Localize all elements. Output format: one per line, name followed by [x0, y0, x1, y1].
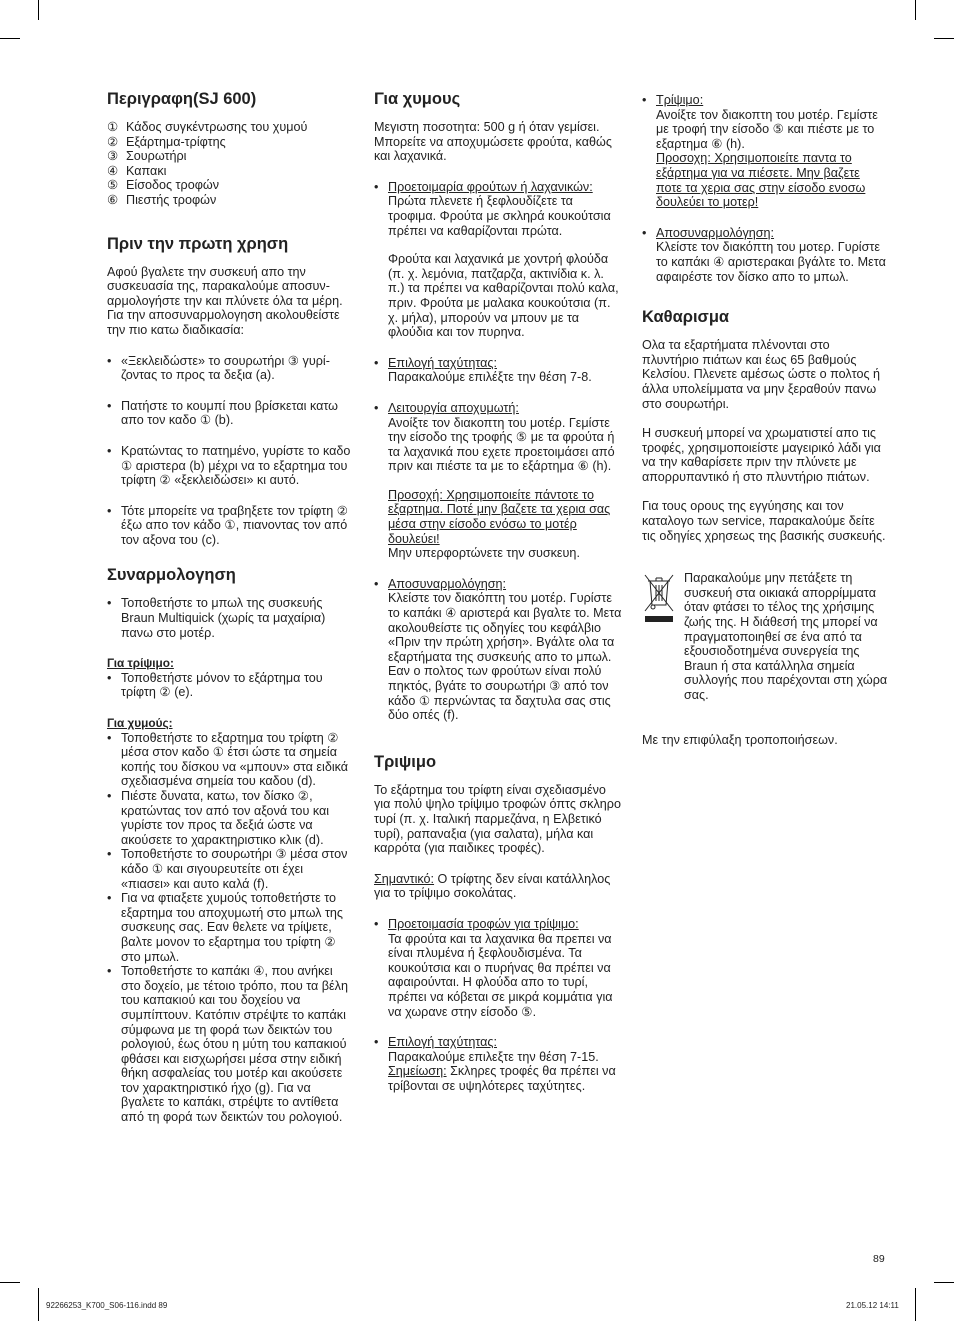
bullet-item: • Κρατώντας το πατημένο, γυρίστε το καδο ① αριστερα (b) μέχρι να το εξαρτημα του τρίφτη ② «ξεκλειδώσει» κι αυτό. [107, 443, 351, 488]
heading-first-use: Πριν την πρωτη χρηση [107, 234, 289, 253]
list-item: ① Κάδος συγκέντρωσης του χυμού [107, 120, 308, 134]
crop-mark [915, 0, 916, 20]
label-grating: Τρίψιμο: [656, 93, 704, 107]
bullet-item: • Τοποθετήστε το μπωλ της συσκευής Braun Multiquick (χωρίς τα μαχαίρια) πανω στο μοτέρ. [107, 596, 326, 640]
label-preparation: Προετοιμαρία φρούτων ή λαχανικών: [388, 179, 593, 194]
crop-mark [0, 1282, 20, 1283]
paragraph: Μπορείτε να αποχυμώσετε φρούτα, καθώς και λαχανικά. [374, 134, 612, 164]
reservation-note: Με την επιφύλαξη τροποποιήσεων. [642, 732, 838, 747]
parts-list [107, 120, 353, 208]
label-disassembly: Αποσυναρμολόγηση: [388, 576, 507, 591]
bullet-item: • Αποσυναρμολόγηση: Κλείστε τον διακόπτη του μοτερ. Γυρίστε το καπάκι ④ αριστερακαι βγάλτε το. Μετα αφαιρέστε τον δίσκο απο το μπωλ. [642, 225, 886, 284]
page-number: 89 [873, 1253, 885, 1265]
bullet-item: • Τοποθετήστε μόνον το εξάρτημα του τρίφτη ② (e). [107, 670, 323, 700]
crop-mark [0, 38, 20, 39]
paragraph: Για τους ορους της εγγύησης και τον καταλογο των service, παρακαλούμε δείτε τις οδηγίες χρησεως της βασικής συσκευής. [642, 499, 886, 543]
bullet-item: • Προετοιμασία τροφών για τρίψιμο: Τα φρούτα και τα λαχανικα θα πρεπει να είναι πλυμένα ή ξεφλουδισμένα. Τα κουκούτσια και ο πυρήνας θα πρέπει να αφαιρούνται. Η φλούδα απο το τυρί, πρέπει να κόβεται σε μικρά κομμάτια για να χωρανε στην είσοδο ⑤. [374, 916, 613, 1019]
bullet-item: • Για να φτιαξετε χυμούς τοποθετήστε το εξαρτημα του αποχυμωτή στο μπωλ της συσκευης σας. Εαν θελετε να τρίψετε, βαλτε μονον το εξαρτημα του τρίφτη ② στο μπωλ. [107, 891, 344, 964]
subheading-juicing: Για χυμούς: [107, 716, 173, 731]
column-right [642, 93, 888, 747]
bullet-item: • Επιλογή ταχύτητας: Παρακαλούμε επιλέξτε την θέση 7-8. [374, 355, 592, 385]
important-note: Σημαντικό: Ο τρίφτης δεν είναι κατάλληλος για το τρίψιμο σοκολάτας. [374, 871, 611, 901]
label-grate-speed: Επιλογή ταχύτητας: [388, 1035, 497, 1050]
crossed-out-wheelie-bin-icon [642, 571, 684, 702]
footer-file-info: 92266253_K700_S06-116.indd 89 [46, 1301, 168, 1310]
list-item: ⑥ Πιεστής τροφών [107, 192, 217, 207]
label-speed: Επιλογή ταχύτητας: [388, 355, 497, 370]
label-operation: Λειτουργία αποχυμωτή: [388, 400, 519, 415]
column-middle [374, 88, 622, 1093]
warning-paragraph: Προσοχή: Χρησιμοποιείτε πάντοτε το εξαρτημα. Ποτέ μην βαζετε τα χερια σας μέσα στην είσοδο ενόσω το μοτέρ δουλεύει! Μην υπερφορτώνετε την συσκευη. [388, 487, 611, 561]
crop-mark [934, 38, 954, 39]
bullet-item: • Λειτουργία αποχυμωτή: Ανοίξτε τον διακοπτη του μοτέρ. Γεμίστε την είσοδο της τροφής ⑤ με τα φρούτα ή τα λαχανικά που εχετε προετοιμάσει από πριν και πιέστε τα με το εξάρτημα ⑥ (h). [374, 400, 615, 474]
paragraph: Αφού βγαλετε την συσκευή απο την συσκευασία της, παρακαλούμε αποσυναρμολογήστε την και πλύνετε όλα τα μέρη. Για την αποσυναρμολογηση ακολουθείστε την πιο κατω διαδικασία: [107, 264, 343, 337]
bullet-item: • Τότε μπορείτε να τραβηξετε τον τρίφτη ② έξω απο τον κάδο ①, πιανοντας τον από τον αξονα του (c). [107, 503, 349, 547]
bullet-item: • «Ξεκλειδώστε» το σουρωτήρι ③ γυρίζοντας το προς τα δεξια (a). [107, 353, 330, 383]
crop-mark [915, 1288, 916, 1321]
bullet-item: • Τοποθετήστε το καπάκι ④, που ανήκει στο δοχείο, με τέτοιο τρόπο, που τα βέλη του καπακιού και του δοχείου να συμπίπτουν. Κατόπιν στρέψτε το καπάκι σύμφωνα με τη φορά των δεικτών του ρολογιού, έως ότου η μύτη του καπακιού φθάσει και εισχωρήσει μέσα στην ειδική θήκη ασφαλείας του μοτέρ και ακούσετε τον χαρακτηριστικό ήχο (g). Για να βγαλετε το καπάκι, στρέψτε το αντίθετα από τη φορά των δεικτών του ρολογιού. [107, 964, 348, 1125]
crop-mark [934, 1282, 954, 1283]
paragraph: Ολα τα εξαρτήματα πλένονται στο πλυντήριο πιάτων και έως 65 βαθμούς Κελσίου. Πλενετε αμέσως ώστε ο πολτος ή άλλα υπολείμματα να μην ξεραθούν πανω στο σουρωτήρι. [642, 338, 881, 411]
subheading-grating: Για τρίψιμο: [107, 656, 174, 671]
bullet-item: • Αποσυναρμολόγηση: Κλείστε τον διακόπτη του μοτέρ. Γυρίστε το καπάκι ④ αριστερά και βγαλτε το. Μετα ακολουθείστε τις οδηγίες του κεφάλβιο «Πριν την πρώτη χρήση». Βγάλτε ολα τα εξαρτήματα της συσκευής απο το μπωλ. Εαν ο πολτος των φρούτων είναι πολύ πηκτός, βγάτε το σουρωτήρι ③ από τον κάδο ① περνώντας τα δαχτυλα σας στις δύο οπές (f). [374, 576, 622, 723]
crop-mark [38, 1288, 39, 1321]
heading-grating: Τριψιμο [374, 752, 437, 771]
bullet-item: • Επιλογή ταχύτητας: Παρακαλούμε επιλεξτε την θέση 7-15. Σημείωση: Σκληρες τροφές θα πρέπει να τρίβονται σε υψηλότερες ταχύτητες. [374, 1035, 616, 1093]
list-item: ⑤ Είσοδος τροφών [107, 178, 219, 193]
label-grate-disassembly: Αποσυναρμολόγηση: [656, 225, 775, 240]
paragraph: Μεγιστη ποσοτητα: 500 g ή όταν γεμίσει. [374, 120, 600, 134]
list-item: ③ Σουρωτήρι [107, 149, 187, 164]
crop-mark [38, 0, 39, 20]
bullet-item: • Τοποθετήστε το εξαρτημα του τρίφτη ② μέσα στον καδο ① έτσι ώστε τα σημεία κοπής του δίσκου να «μπουν» στα ειδικά σχεδιασμένα σημεία του καδου (d). [107, 730, 349, 789]
bullet-item: • Τρίψιμο: Ανοίξτε τον διακοπτη του μοτέρ. Γεμίστε με τροφή την είσοδο ⑤ και πιέστε με το εξαρτημα ⑥ (h). Προσοχη: Χρησιμοποιείτε παντα το εξάρτημα για να πιέσετε. Μην βαζετε ποτε τα χερια σας στην είσοδο ενοσω δουλεύει το μοτερ! [642, 93, 878, 210]
bullet-item: • Πιέστε δυνατα, κατω, τον δίσκο ②, κρατώντας τον από τον αξονά του και γυρίστε τον προς τα δεξιά ώστε να ακούσετε το χαρακτηριστικο κλικ (d). [107, 789, 330, 847]
paragraph: Φρούτα και λαχανικά με χοντρή φλούδα (π. χ. λεμόνια, πατζαρζα, ακτινίδια κ. λ. π.) τα πρέπει να καθαρίζονται πολύ καλα, πριν. Φρούτα με μαλακα κουκούτσια (π. χ. μήλα), μπορούν να μπουν με τα φλούδια και τον πυρηνα. [388, 252, 619, 340]
bullet-item: • Τοποθετήστε το σουρωτήρι ③ μέσα στον κάδο ① και σιγουρευτείτε οτι έχει «πιασει» και αυτο καλά (f). [107, 847, 348, 891]
heading-description: Περιγραφη(SJ 600) [107, 90, 257, 108]
label-grate-prep: Προετοιμασία τροφών για τρίψιμο: [388, 916, 579, 931]
disposal-text: Παρακαλούμε μην πετάξετε τη συσκευή στα οικιακά απορρίμματα όταν φτάσει το τέλος της χρήσιμης ζωής της. Η διάθεσή της μπορεί να πραγματοποιηθεί σε ένα από τα εξουσιοδοτημένα συνεργεία της Braun ή στα κατάλληλα σημεία συλλογής που παρέχονται στη χώρα σας. [684, 571, 888, 702]
disposal-notice [642, 571, 888, 702]
paragraph: Η συσκευή μπορεί να χρωματιστεί απο τις τροφές, χρησιμοποιείστε μαγειρικό λάδι για να την καθαρίσετε πριν την πλύνετε με απορρυπαντικό ή στο πλυντήριο πιάτων. [642, 426, 881, 484]
bullet-item: • Προετοιμαρία φρούτων ή λαχανικών: Πρώτα πλενετε ή ξεφλουδίζετε τα τροφιμα. Φρούτα με σκληρά κουκούτσια πρέπει να καθαρίζονται πρώτα. [374, 179, 611, 238]
column-left [107, 88, 353, 1125]
footer-date: 21.05.12 14:11 [846, 1301, 899, 1310]
paragraph: Το εξάρτημα του τρίφτη είναι σχεδιασμένο για πολύ ψηλο τρίψιμο τροφών όπτς σκληρο τυρί (π. χ. Ιταλική παρμεζάνα, η Ελβετικό τυρί), ραπαναξια (για σαλατα), μήλα και καρρότα (για παιδικες τροφές). [374, 782, 621, 856]
heading-assembly: Συναρμολογηση [107, 566, 236, 585]
heading-cleaning: Καθαρισμα [642, 308, 730, 327]
bullet-item: • Πατήστε το κουμπί που βρίσκεται κατω απο τον καδο ① (b). [107, 398, 339, 428]
list-item: ② Εξάρτημα-τρίφτης [107, 134, 226, 149]
list-item: ④ Καπακι [107, 163, 167, 178]
heading-juicing: Για χυμους [374, 90, 461, 108]
